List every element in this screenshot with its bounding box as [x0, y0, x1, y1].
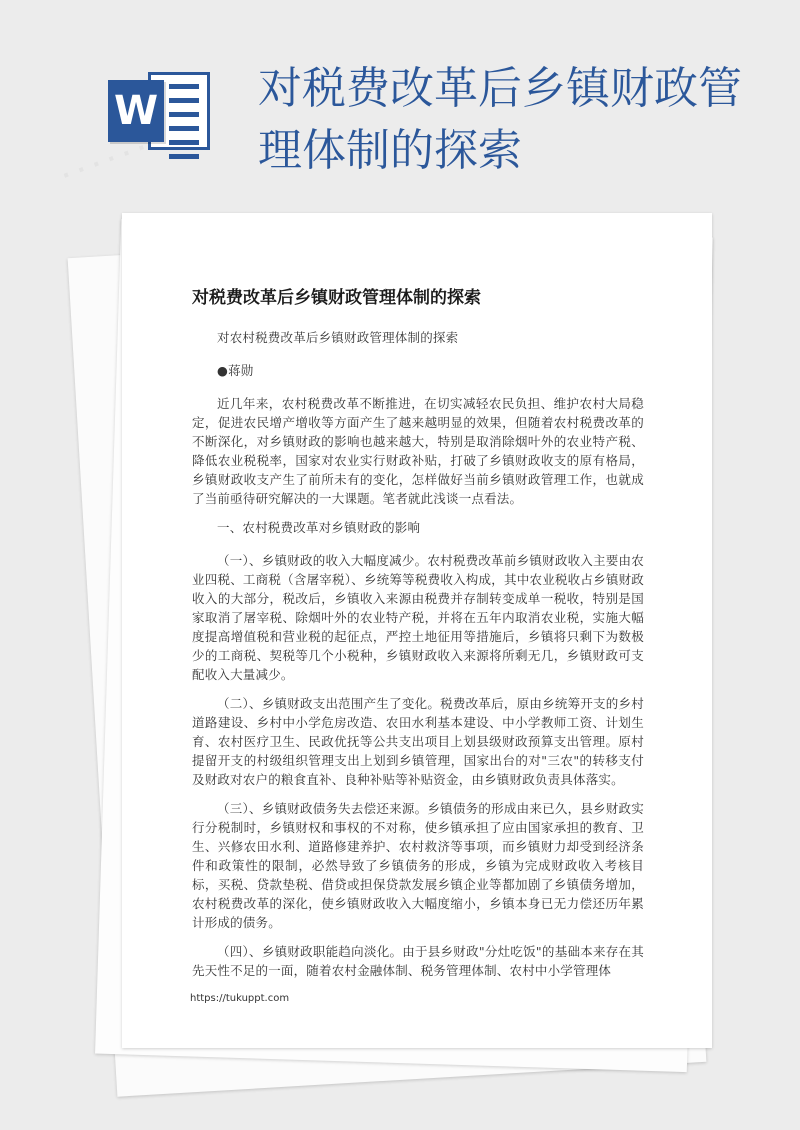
watermark: · · · · · ·	[58, 135, 151, 190]
section-heading: 一、农村税费改革对乡镇财政的影响	[217, 520, 421, 535]
paragraph: （二）、乡镇财政支出范围产生了变化。税费改革后，原由乡统筹开支的乡村道路建设、乡村中小学危房改造、农田水利基本建设、中小学教师工资、计划生育、农村医疗卫生、民政优抚等公共支出项目上划县级财政预算支出管理。原村提留开支的村级组织管理支出上划到乡镇管理，国家出台的对"三农"的转移支付及财政对农户的粮食直补、良种补贴等补贴资金，由乡镇财政负责具体落实。	[192, 696, 644, 787]
document-title: 对税费改革后乡镇财政管理体制的探索	[192, 288, 481, 308]
document-page	[122, 213, 712, 1048]
intro-paragraph: 近几年来，农村税费改革不断推进，在切实减轻农民负担、维护农村大局稳定，促进农民增产增收等方面产生了越来越明显的效果，但随着农村税费改革的不断深化，对乡镇财政的影响也越来越大，特别是取消除烟叶外的农业特产税、降低农业税税率，国家对农业实行财政补贴，打破了乡镇财政收支的原有格局，乡镇财政收支产生了前所未有的变化，怎样做好当前乡镇财政管理工作，也就成了当前亟待研究解决的一大课题。笔者就此浅谈一点看法。	[192, 396, 644, 506]
author: ●蒋勋	[217, 363, 254, 378]
word-letter-badge: W	[108, 80, 164, 142]
paragraph: （四）、乡镇财政职能趋向淡化。由于县乡财政"分灶吃饭"的基础本来存在其先天性不足的一面，随着农村金融体制、税务管理体制、农村中小学管理体	[192, 944, 644, 978]
subtitle: 对农村税费改革后乡镇财政管理体制的探索	[217, 330, 459, 345]
document-body	[192, 328, 644, 990]
footer-url: https://tukuppt.com	[190, 993, 290, 1004]
page-title: 对税费改革后乡镇财政管理体制的探索	[258, 63, 742, 176]
paragraph: （三）、乡镇财政债务失去偿还来源。乡镇债务的形成由来已久，县乡财政实行分税制时，乡镇财权和事权的不对称，使乡镇承担了应由国家承担的教育、卫生、兴修农田水利、道路修建养护、农村救济等事项，而乡镇财力却受到经济条件和政策性的限制，必然导致了乡镇债务的形成，乡镇为完成财政收入考核目标，买税、贷款垫税、借贷或担保贷款发展乡镇企业等都加剧了乡镇债务增加，农村税费改革的深化，使乡镇财政收入大幅度缩小，乡镇本身已无力偿还历年累计形成的债务。	[192, 801, 644, 930]
word-icon	[108, 66, 216, 156]
paragraph: （一）、乡镇财政的收入大幅度减少。农村税费改革前乡镇财政收入主要由农业四税、工商税（含屠宰税）、乡统筹等税费收入构成，其中农业税收占乡镇财政收入的大部分，税改后，乡镇收入来源由税费并存制转变成单一税收，特别是国家取消了屠宰税、除烟叶外的农业特产税，并将在五年内取消农业税，实施大幅度提高增值税和营业税的起征点，严控土地征用等措施后，乡镇将只剩下为数极少的工商税、契税等几个小税种，乡镇财政收入来源将所剩无几，乡镇财政可支配收入大量减少。	[192, 553, 644, 682]
